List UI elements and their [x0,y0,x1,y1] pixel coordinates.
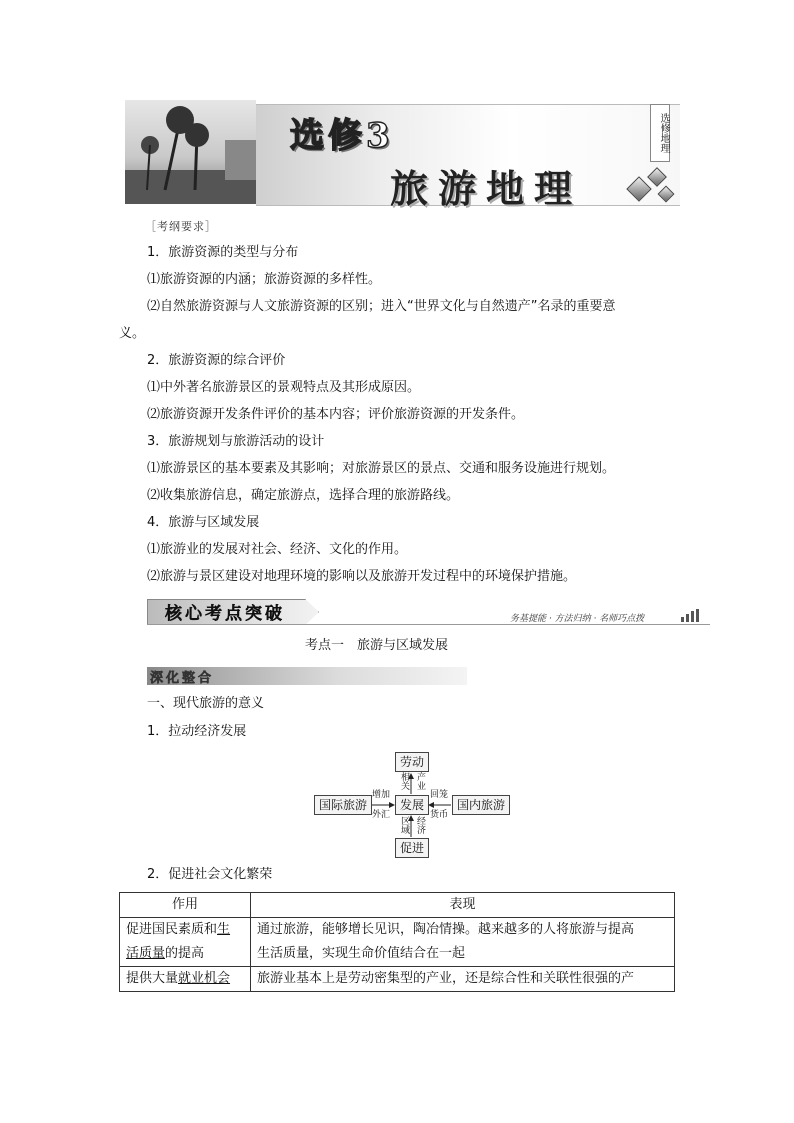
side-tab: 选修地理 [650,104,670,162]
detail-text: 生活质量，实现生命价值结合在一起 [257,946,466,961]
topic-title: 考点一 旅游与区域发展 [305,638,449,653]
diagram-bottom-box: 促进 [395,838,429,858]
culture-table [119,892,675,992]
req-line: 4．旅游与区域发展 [147,515,260,530]
diagram-top-box: 劳动 [395,752,429,772]
effect-text: 的提高 [165,946,205,961]
req-line: ⑵旅游资源开发条件评价的基本内容；评价旅游资源的开发条件。 [147,407,525,422]
effect-underlined: 活质量 [126,946,166,961]
req-line: ⑴旅游景区的基本要素及其影响；对旅游景区的景点、交通和服务设施进行规划。 [147,461,616,476]
sub-bar-title: 深化整合 [150,671,215,686]
table-cell-detail [251,967,675,992]
economy-diagram [314,750,510,860]
section-bar-title: 核心考点突破 [165,604,285,624]
req-line: ⑴旅游业的发展对社会、经济、文化的作用。 [147,542,408,557]
table-header: 表现 [251,893,675,918]
diagram-arrows [314,750,510,860]
effect-text: 促进国民素质和 [126,922,218,937]
diagram-right-box: 国内旅游 [452,795,510,815]
section-bar-tag: 务基提能 · 方法归纳 · 名师巧点拨 [510,614,645,624]
chapter-title: 旅游地理 [390,166,583,211]
label-right-lower: 货币 [430,810,449,820]
heading-1: 一、现代旅游的意义 [147,696,265,711]
label-bottom-left: 区域 [399,816,409,834]
detail-text: 通过旅游，能够增长见识，陶冶情操。越来越多的人将旅游与提高 [257,922,635,937]
table-cell-effect [120,918,251,967]
table-row [120,918,675,967]
palm-tree-image [125,100,256,204]
req-line: ⑵旅游与景区建设对地理环境的影响以及旅游开发过程中的环境保护措施。 [147,569,577,584]
item-2: 2．促进社会文化繁荣 [147,867,273,882]
table-header: 作用 [120,893,251,918]
label-top-right: 产业 [415,772,425,790]
req-line: 2．旅游资源的综合评价 [147,353,286,368]
label-left-upper: 增加 [372,790,391,800]
table-row [120,967,675,992]
req-line: ⑵收集旅游信息，确定旅游点，选择合理的旅游路线。 [147,488,460,503]
diagram-center-box: 发展 [395,795,429,815]
table-cell-effect [120,967,251,992]
section-divider [147,624,710,625]
effect-underlined: 就业机会 [178,971,231,986]
effect-text: 提供大量 [126,971,179,986]
chapter-banner [125,100,680,211]
label-top-left: 相关 [399,772,409,790]
table-header-row [120,893,675,918]
label-right-upper: 回笼 [430,790,449,800]
detail-text: 旅游业基本上是劳动密集型的产业，还是综合性和关联性很强的产 [257,971,635,986]
diagram-left-box: 国际旅游 [314,795,372,815]
item-1: 1．拉动经济发展 [147,724,247,739]
table-cell-detail [251,918,675,967]
chart-logo-icon [680,609,700,623]
req-line: ⑴旅游资源的内涵；旅游资源的多样性。 [147,272,382,287]
req-line: ⑵自然旅游资源与人文旅游资源的区别；进入“世界文化与自然遗产”名录的重要意 [147,299,616,314]
banner-photo [125,100,256,204]
req-line: 3．旅游规划与旅游活动的设计 [147,434,325,449]
chapter-number: 选修3 [290,116,394,156]
req-line: 义。 [119,326,146,341]
req-line: 1．旅游资源的类型与分布 [147,245,299,260]
effect-underlined: 生 [217,922,231,937]
req-line: ⑴中外著名旅游景区的景观特点及其形成原因。 [147,380,421,395]
requirements-tag: ［考纲要求］ [145,220,217,233]
label-bottom-right: 经济 [415,816,425,834]
label-left-lower: 外汇 [372,810,391,820]
